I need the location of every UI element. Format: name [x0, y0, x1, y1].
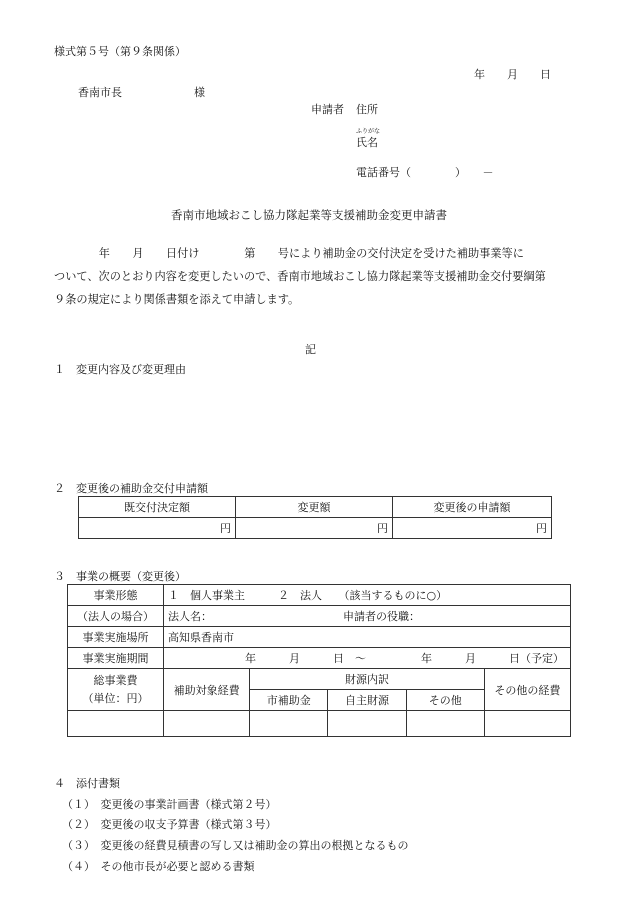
- total-cost-cell[interactable]: [68, 711, 164, 737]
- address-label: 住所: [356, 103, 378, 116]
- body-text: [54, 242, 574, 311]
- corp-label: （法人の場合）: [68, 606, 164, 627]
- project-overview-table: [67, 584, 571, 737]
- place-label: 事業実施場所: [68, 627, 164, 648]
- other-cost-cell[interactable]: [484, 711, 570, 737]
- place-value[interactable]: 高知県香南市: [164, 627, 571, 648]
- section3-heading: ３ 事業の概要（変更後）: [54, 570, 186, 583]
- city-subsidy-header: 市補助金: [250, 690, 328, 711]
- furigana-label: ふりがな: [356, 128, 381, 135]
- form-value[interactable]: １ 個人事業主 ２ 法人 （該当するものに○）: [164, 585, 571, 606]
- applicant-label: 申請者: [311, 103, 344, 116]
- corp-role-label: 申請者の役職：: [343, 610, 421, 623]
- own-funds-header: 自主財源: [328, 690, 406, 711]
- header-new-amount: 変更後の申請額: [393, 497, 552, 518]
- own-funds-cell[interactable]: [328, 711, 406, 737]
- section1-heading: １ 変更内容及び変更理由: [54, 363, 186, 376]
- new-amount-cell[interactable]: 円: [393, 518, 552, 539]
- change-amount-cell[interactable]: 円: [236, 518, 393, 539]
- body-line-3: ９条の規定により関係書類を添えて申請します。: [54, 293, 300, 306]
- funding-header: 財源内訳: [250, 669, 485, 690]
- grant-amount-table: [78, 496, 552, 539]
- city-subsidy-cell[interactable]: [250, 711, 328, 737]
- total-cost-label: 総事業費: [93, 673, 138, 687]
- period-value[interactable]: 年 月 日 ～ 年 月 日（予定）: [164, 648, 571, 669]
- eligible-cost-cell[interactable]: [164, 711, 250, 737]
- ki-mark: 記: [305, 343, 316, 356]
- decided-amount-cell[interactable]: 円: [79, 518, 236, 539]
- corp-name-label: 法人名：: [168, 610, 213, 623]
- header-change-amount: 変更額: [236, 497, 393, 518]
- period-label: 事業実施期間: [68, 648, 164, 669]
- total-cost-header: [68, 669, 164, 711]
- section2-heading: ２ 変更後の補助金交付申請額: [54, 482, 208, 495]
- eligible-cost-header: 補助対象経費: [164, 669, 250, 711]
- body-line-2: ついて、次のとおり内容を変更したいので、香南市地域おこし協力隊起業等支援補助金交付要綱第: [54, 270, 546, 283]
- attachment-item: （２） 変更後の収支予算書（様式第３号）: [62, 818, 277, 831]
- addressee: 香南市長: [78, 86, 122, 99]
- section4-heading: ４ 添付書類: [54, 777, 120, 790]
- document-title: 香南市地域おこし協力隊起業等支援補助金変更申請書: [171, 208, 447, 222]
- header-decided-amount: 既交付決定額: [79, 497, 236, 518]
- form-label: 事業形態: [68, 585, 164, 606]
- other-funds-cell[interactable]: [406, 711, 484, 737]
- corp-info[interactable]: [164, 606, 571, 627]
- attachment-item: （４） その他市長が必要と認める書類: [62, 860, 255, 873]
- total-cost-unit: （単位：円）: [82, 691, 149, 705]
- name-label: 氏名: [356, 136, 378, 149]
- other-cost-header: その他の経費: [484, 669, 570, 711]
- phone-label: 電話番号（ ） －: [356, 166, 494, 179]
- form-number: 様式第５号（第９条関係）: [54, 45, 186, 58]
- date-line: 年 月 日: [474, 68, 551, 81]
- attachment-item: （３） 変更後の経費見積書の写し又は補助金の算出の根拠となるもの: [62, 839, 409, 852]
- other-funds-header: その他: [406, 690, 484, 711]
- honorific: 様: [194, 86, 205, 99]
- body-line-1: 年 月 日付け 第 号により補助金の交付決定を受けた補助事業等に: [54, 247, 524, 260]
- attachment-item: （１） 変更後の事業計画書（様式第２号）: [62, 798, 277, 811]
